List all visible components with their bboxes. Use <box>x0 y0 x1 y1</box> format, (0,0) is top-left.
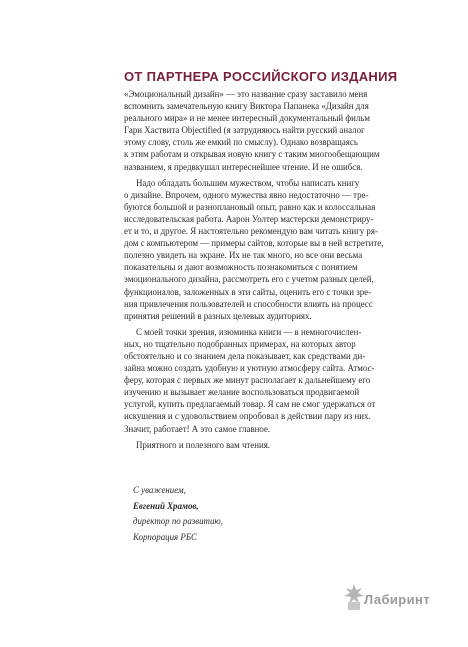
watermark-text: Лабиринт <box>364 592 431 607</box>
labirint-watermark <box>342 580 442 616</box>
text-line: искушения и с удовольствием опробовал в действии пару из них. <box>124 411 371 422</box>
text-line: Гари Хаствита Objectified (я затрудняюсь найти русский аналог <box>124 125 365 136</box>
text-line: реального мира» и не менее интересный документальный фильм <box>124 113 370 124</box>
signature-closing: С уважением, <box>133 485 186 495</box>
text-line: «Эмоциональный дизайн» — это название сразу заставило меня <box>124 89 368 99</box>
body-text <box>124 88 384 451</box>
text-line: ет и то, и другое. Я настоятельно рекомендую вам читать книгу ря- <box>124 226 378 237</box>
text-line: вспомнить замечательную книгу Виктора Папанека «Дизайн для <box>124 101 369 112</box>
text-line: полезно увидеть на экране. Их не так много, но все они весьма <box>124 250 363 261</box>
signature-name: Евгений Храмов, <box>133 500 199 511</box>
paragraph-3 <box>124 326 376 435</box>
text-line: исследовательская работа. Аарон Уолтер мастерски демонстриру- <box>124 213 374 224</box>
text-line: о дизайне. Впрочем, одного мужества явно недостаточно — тре- <box>124 189 369 200</box>
signature-block <box>133 483 223 546</box>
paragraph-2 <box>124 177 384 322</box>
text-line: зайна можно создать удобную и уютную атмосферу сайта. Атмос- <box>124 363 375 374</box>
text-line: этому слову, столь же емкий по смыслу). Однако возвращаясь <box>124 137 358 148</box>
text-line: к этим работам и открывая новую книгу с таким многообещающим <box>124 149 380 160</box>
text-line: дом с компьютером — примеры сайтов, которые вы в ней встретите, <box>124 238 384 249</box>
text-line: Надо обладать большим мужеством, чтобы написать книгу <box>136 177 360 188</box>
text-line: обстоятельно и со знанием дела показывает, как средствами ди- <box>124 350 366 361</box>
paragraph-1 <box>124 88 380 173</box>
text-line: эмоционального дизайна, рассмотреть его с учетом разных целей, <box>124 274 374 285</box>
text-line: функционалов, заложенных в эти сайты, оценить его с точки зре- <box>124 286 372 297</box>
text-line: ных, но тщательно подобранных примерах, на которых автор <box>124 338 356 349</box>
text-line: названием, я предвкушал интереснейшее чтение. И не ошибся. <box>124 161 363 172</box>
text-line: услугой, купить предлагаемый товар. Я сам не смог удержаться от <box>124 399 376 410</box>
signature-title: директор по развитию, <box>133 516 223 527</box>
text-line: изучению и вызывает желание воспользоваться продвигаемой <box>124 387 360 398</box>
labirint-logo-icon <box>342 582 366 612</box>
signature-company: Корпорация РБС <box>133 532 197 543</box>
text-line: феру, которая с первых же минут располагает к дальнейшему его <box>124 375 371 386</box>
text-line: С моей точки зрения, изюминка книги — в немногочислен- <box>136 326 362 337</box>
text-line: Приятного и полезного вам чтения. <box>136 439 271 450</box>
text-line: буются большой и разноплановый опыт, равно как и колоссальная <box>124 201 376 212</box>
text-line: ния привлечения пользователей и способности влиять на процесс <box>124 298 373 309</box>
text-line: принятия решений в разных целевых аудиториях. <box>124 310 312 321</box>
text-line: показательны и дают возможность познакомиться с понятием <box>124 262 358 273</box>
text-line: Значит, работает! А это самое главное. <box>124 423 271 434</box>
page-heading: ОТ ПАРТНЕРА РОССИЙСКОГО ИЗДАНИЯ <box>124 69 398 84</box>
paragraph-4 <box>124 439 370 451</box>
